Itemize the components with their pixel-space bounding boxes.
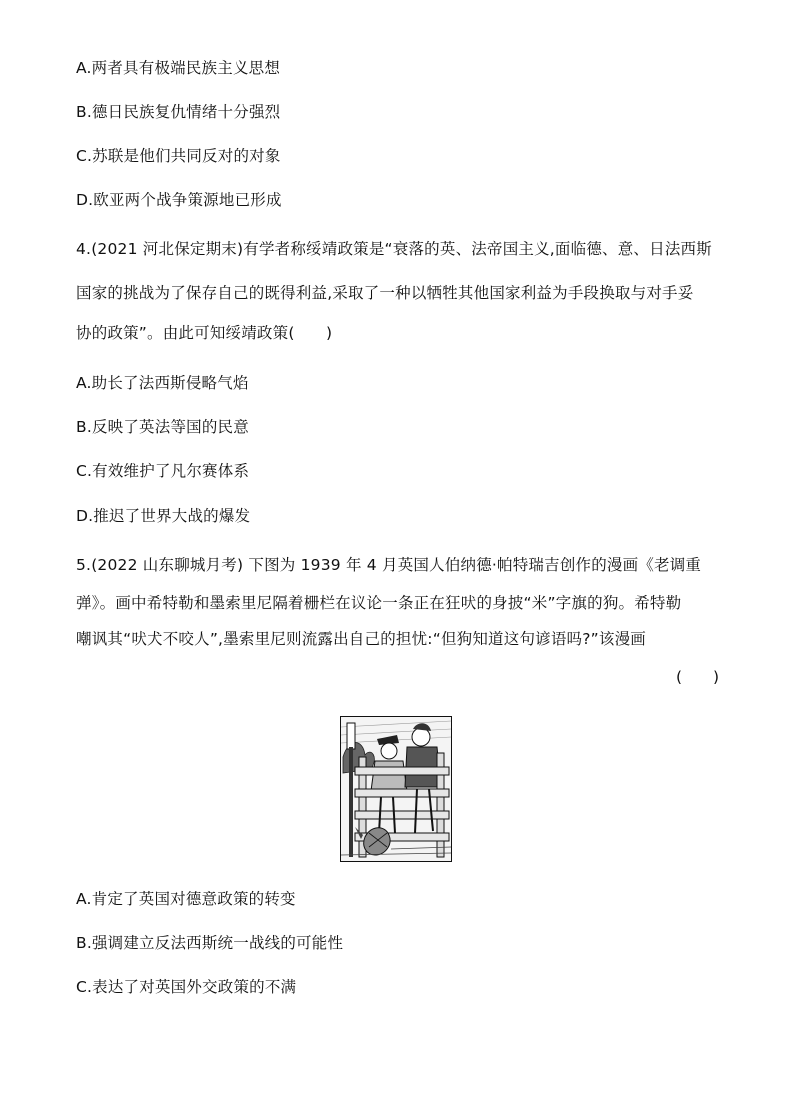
q3-option-c: C.苏联是他们共同反对的对象 — [76, 147, 281, 165]
cartoon-drawing — [341, 717, 451, 861]
q4-stem-line-3: 协的政策”。由此可知绥靖政策( ) — [76, 324, 333, 342]
q5-stem-line-3: 嘲讽其“吠犬不咬人”,墨索里尼则流露出自己的担忧:“但狗知道这句谚语吗?”该漫画 — [76, 630, 646, 648]
q4-stem-line-2: 国家的挑战为了保存自己的既得利益,采取了一种以牺牲其他国家利益为手段换取与对手妥 — [76, 284, 694, 302]
q3-option-a: A.两者具有极端民族主义思想 — [76, 59, 281, 77]
q3-option-b: B.德日民族复仇情绪十分强烈 — [76, 103, 281, 121]
q5-option-a: A.肯定了英国对德意政策的转变 — [76, 890, 296, 908]
q3-option-d: D.欧亚两个战争策源地已形成 — [76, 191, 282, 209]
q4-option-c: C.有效维护了凡尔赛体系 — [76, 462, 250, 480]
q4-option-a: A.助长了法西斯侵略气焰 — [76, 374, 249, 392]
q5-option-b: B.强调建立反法西斯统一战线的可能性 — [76, 934, 344, 952]
q5-stem-line-1: 5.(2022 山东聊城月考) 下图为 1939 年 4 月英国人伯纳德·帕特瑞吉创作的漫画《老调重 — [76, 556, 702, 574]
q4-stem-line-1: 4.(2021 河北保定期末)有学者称绥靖政策是“衰落的英、法帝国主义,面临德、意、日法西斯 — [76, 240, 712, 258]
q5-option-c: C.表达了对英国外交政策的不满 — [76, 978, 297, 996]
q5-answer-paren: ( ) — [676, 668, 720, 686]
q5-stem-line-2: 弹》。画中希特勒和墨索里尼隔着栅栏在议论一条正在狂吠的身披“米”字旗的狗。希特勒 — [76, 594, 682, 612]
cartoon-image — [340, 716, 452, 862]
q4-option-b: B.反映了英法等国的民意 — [76, 418, 249, 436]
q4-option-d: D.推迟了世界大战的爆发 — [76, 507, 251, 525]
